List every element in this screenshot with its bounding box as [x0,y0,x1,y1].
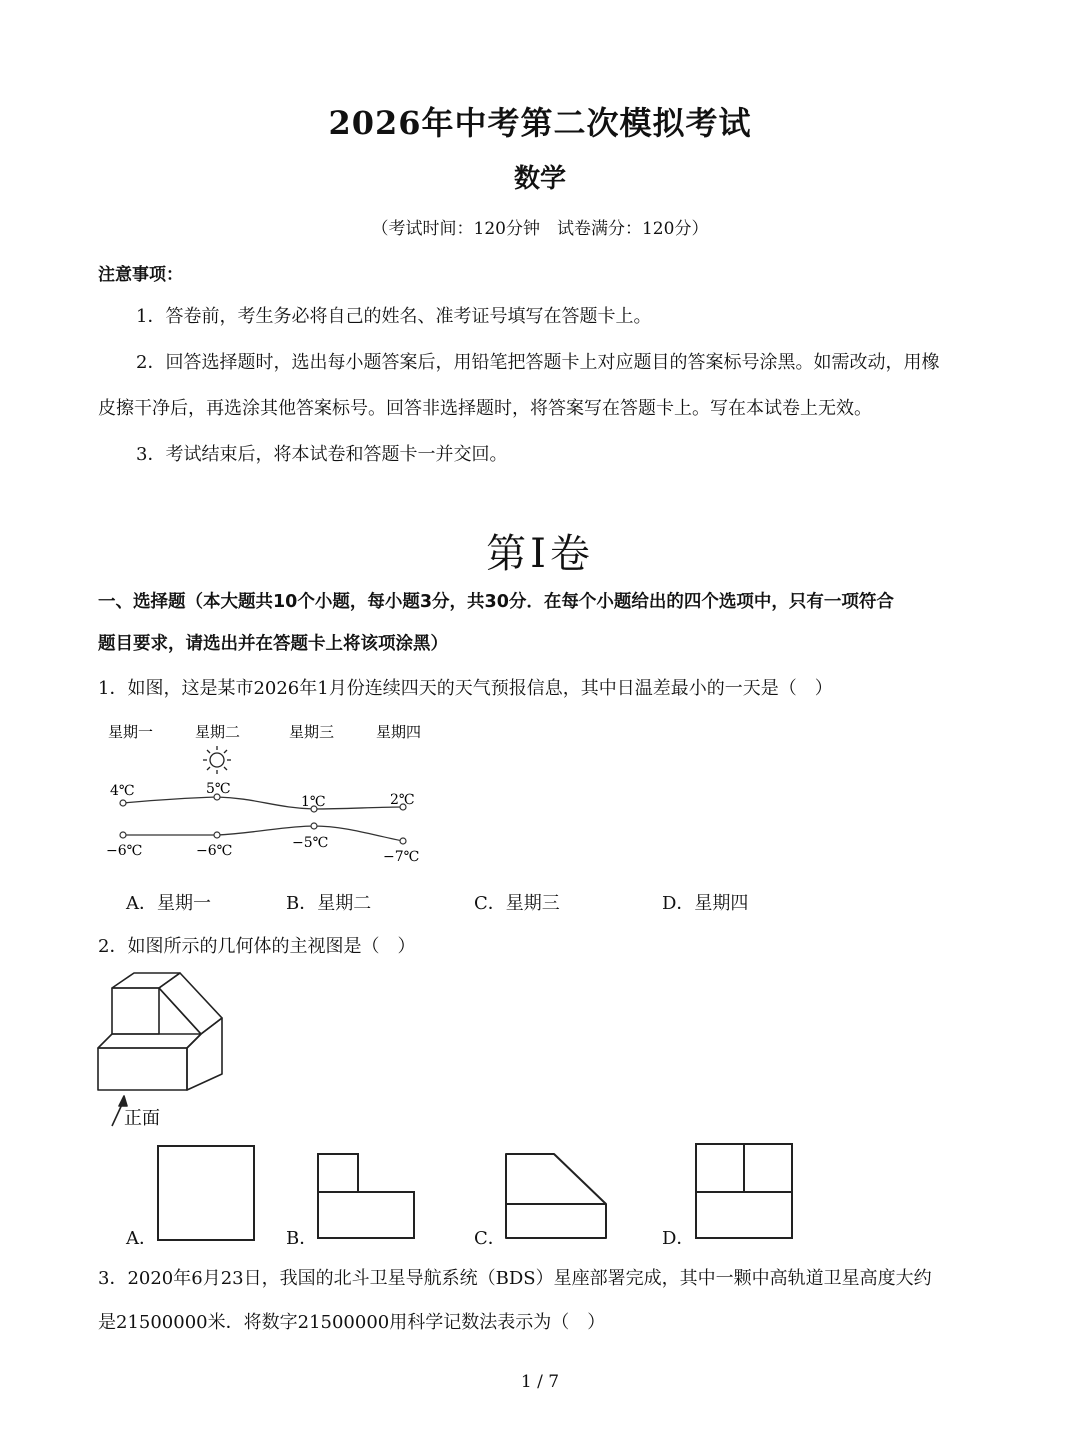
low-point [214,832,220,838]
option-a-label: A． [126,1228,157,1249]
weather-figure [96,716,446,876]
notice-item-2-cont: 皮擦干净后，再选涂其他答案标号。回答非选择题时，将答案写在答题卡上。写在本试卷上无效。 [98,398,872,419]
front-label: 正面 [124,1108,160,1129]
low-temp-line [123,826,403,841]
option-d: D．星期四 [662,893,749,914]
notice-item-2: 2．回答选择题时，选出每小题答案后，用铅笔把答题卡上对应题目的答案标号涂黑。如需改动，用橡 [136,352,940,373]
question-3-line2: 是21500000米．将数字21500000用科学记数法表示为（ ） [98,1312,606,1333]
notice-item-3: 3．考试结束后，将本试卷和答题卡一并交回。 [136,444,508,465]
high-label: 1℃ [301,794,326,810]
option-c-label: C． [474,1228,506,1249]
high-label: 2℃ [390,792,415,808]
exam-info: （考试时间：120分钟 试卷满分：120分） [371,219,709,239]
notice-title: 注意事项： [98,265,183,285]
low-label: −7℃ [383,849,420,865]
page-number: 1 / 7 [520,1372,560,1392]
section-heading-line2: 题目要求，请选出并在答题卡上将该项涂黑） [98,634,448,654]
solid-figure [94,966,234,1132]
high-temp-line [123,797,403,809]
low-label: −6℃ [196,843,233,859]
option-b-shape [316,1152,418,1242]
low-label: −6℃ [106,843,143,859]
notice-item-1: 1．答卷前，考生务必将自己的姓名、准考证号填写在答题卡上。 [136,306,652,327]
low-point [400,838,406,844]
day-label: 星期一 [108,723,154,741]
section-heading-line1: 一、选择题（本大题共10个小题，每小题3分，共30分．在每个小题给出的四个选项中，只有一项符合 [98,592,894,612]
option-b-label: B． [286,1228,318,1249]
question-3-line1: 3．2020年6月23日，我国的北斗卫星导航系统（BDS）星座部署完成，其中一颗中高轨道卫星高度大约 [98,1268,932,1289]
option-c-shape [504,1152,610,1242]
option-d-shape [694,1142,796,1242]
day-label: 星期二 [195,723,241,741]
question-2: 2．如图所示的几何体的主视图是（ ） [98,936,416,957]
volume-heading: 第Ⅰ卷 [486,531,594,577]
option-c: C．星期三 [474,893,560,914]
subject-title: 数学 [513,164,566,194]
high-label: 4℃ [110,783,135,799]
high-point [120,800,126,806]
question-1: 1．如图，这是某市2026年1月份连续四天的天气预报信息，其中日温差最小的一天是（ ） [98,678,833,699]
day-label: 星期三 [289,723,335,741]
option-d-label: D． [662,1228,695,1249]
day-label: 星期四 [376,723,422,741]
low-point [120,832,126,838]
low-point [311,823,317,829]
sun-icon [203,746,231,774]
option-b: B．星期二 [286,893,372,914]
low-label: −5℃ [292,835,329,851]
page-title: 2026年中考第二次模拟考试 [328,104,752,142]
option-a: A．星期一 [126,893,211,914]
option-a-shape [156,1144,258,1242]
high-label: 5℃ [206,781,231,797]
